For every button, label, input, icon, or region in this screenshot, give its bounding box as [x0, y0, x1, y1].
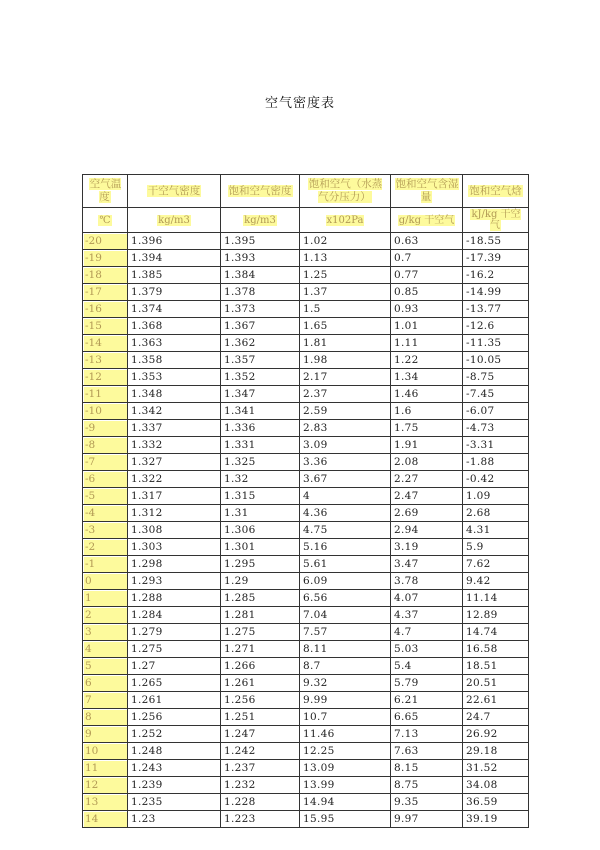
value-cell: 1.357 [221, 352, 300, 369]
value-cell: 4.31 [463, 522, 529, 539]
value-cell: 3.47 [391, 556, 463, 573]
value-cell: 12.89 [463, 607, 529, 624]
value-cell: 1.298 [128, 556, 221, 573]
temperature-cell: 8 [83, 709, 128, 726]
value-cell: 4.36 [300, 505, 391, 522]
value-cell: 1.25 [300, 267, 391, 284]
table-row [83, 488, 529, 505]
value-cell: 1.261 [221, 675, 300, 692]
table-row [83, 352, 529, 369]
value-cell: 1.46 [391, 386, 463, 403]
table-row [83, 726, 529, 743]
temperature-cell: -10 [83, 403, 128, 420]
value-cell: 11.14 [463, 590, 529, 607]
table-row [83, 522, 529, 539]
value-cell: 1.279 [128, 624, 221, 641]
value-cell: -10.05 [463, 352, 529, 369]
temperature-cell: 10 [83, 743, 128, 760]
value-cell: 1.247 [221, 726, 300, 743]
value-cell: 2.27 [391, 471, 463, 488]
temperature-cell: 4 [83, 641, 128, 658]
table-row [83, 403, 529, 420]
value-cell: 5.16 [300, 539, 391, 556]
value-cell: 1.393 [221, 250, 300, 267]
value-cell: 1.65 [300, 318, 391, 335]
value-cell: 1.275 [128, 641, 221, 658]
value-cell: 6.09 [300, 573, 391, 590]
value-cell: 9.35 [391, 794, 463, 811]
value-cell: 1.306 [221, 522, 300, 539]
table-row [83, 284, 529, 301]
value-cell: 6.56 [300, 590, 391, 607]
value-cell: 9.32 [300, 675, 391, 692]
value-cell: 5.4 [391, 658, 463, 675]
value-cell: 24.7 [463, 709, 529, 726]
temperature-cell: -8 [83, 437, 128, 454]
value-cell: 6.65 [391, 709, 463, 726]
value-cell: 1.13 [300, 250, 391, 267]
value-cell: 1.317 [128, 488, 221, 505]
value-cell: 1.336 [221, 420, 300, 437]
value-cell: 4.37 [391, 607, 463, 624]
value-cell: 3.36 [300, 454, 391, 471]
value-cell: 8.7 [300, 658, 391, 675]
value-cell: -11.35 [463, 335, 529, 352]
table-row [83, 794, 529, 811]
value-cell: 1.378 [221, 284, 300, 301]
value-cell: 4 [300, 488, 391, 505]
value-cell: 16.58 [463, 641, 529, 658]
value-cell: 1.384 [221, 267, 300, 284]
value-cell: 1.332 [128, 437, 221, 454]
value-cell: 14.94 [300, 794, 391, 811]
value-cell: 1.348 [128, 386, 221, 403]
value-cell: 1.23 [128, 811, 221, 828]
value-cell: 29.18 [463, 743, 529, 760]
value-cell: 26.92 [463, 726, 529, 743]
value-cell: 1.379 [128, 284, 221, 301]
value-cell: 0.63 [391, 233, 463, 250]
table-row [83, 590, 529, 607]
value-cell: 1.228 [221, 794, 300, 811]
value-cell: 4.07 [391, 590, 463, 607]
table-row [83, 267, 529, 284]
value-cell: 5.9 [463, 539, 529, 556]
unit-cell: x102Pa [300, 208, 391, 233]
table-row [83, 658, 529, 675]
value-cell: -3.31 [463, 437, 529, 454]
value-cell: -14.99 [463, 284, 529, 301]
temperature-cell: -17 [83, 284, 128, 301]
table-row [83, 335, 529, 352]
value-cell: -0.42 [463, 471, 529, 488]
value-cell: 1.271 [221, 641, 300, 658]
temperature-cell: -3 [83, 522, 128, 539]
value-cell: 1.237 [221, 760, 300, 777]
value-cell: 1.01 [391, 318, 463, 335]
value-cell: 20.51 [463, 675, 529, 692]
temperature-cell: -1 [83, 556, 128, 573]
value-cell: 5.61 [300, 556, 391, 573]
value-cell: 1.251 [221, 709, 300, 726]
air-density-table [82, 174, 529, 828]
temperature-cell: -4 [83, 505, 128, 522]
value-cell: 1.243 [128, 760, 221, 777]
value-cell: 1.315 [221, 488, 300, 505]
value-cell: 1.312 [128, 505, 221, 522]
value-cell: 8.15 [391, 760, 463, 777]
value-cell: 1.34 [391, 369, 463, 386]
table-row [83, 743, 529, 760]
value-cell: 1.368 [128, 318, 221, 335]
value-cell: 1.352 [221, 369, 300, 386]
temperature-cell: 6 [83, 675, 128, 692]
temperature-cell: -14 [83, 335, 128, 352]
value-cell: 1.285 [221, 590, 300, 607]
value-cell: 1.362 [221, 335, 300, 352]
temperature-cell: 2 [83, 607, 128, 624]
table-row [83, 318, 529, 335]
value-cell: 1.266 [221, 658, 300, 675]
value-cell: 1.22 [391, 352, 463, 369]
value-cell: 1.252 [128, 726, 221, 743]
header-cell: 饱和空气（水蒸气分压力） [300, 175, 391, 208]
temperature-cell: 1 [83, 590, 128, 607]
value-cell: 4.75 [300, 522, 391, 539]
temperature-cell: -2 [83, 539, 128, 556]
value-cell: 1.341 [221, 403, 300, 420]
value-cell: 12.25 [300, 743, 391, 760]
value-cell: 1.37 [300, 284, 391, 301]
value-cell: 1.363 [128, 335, 221, 352]
value-cell: 3.67 [300, 471, 391, 488]
value-cell: 1.284 [128, 607, 221, 624]
value-cell: 8.75 [391, 777, 463, 794]
value-cell: 7.63 [391, 743, 463, 760]
value-cell: 6.21 [391, 692, 463, 709]
value-cell: 15.95 [300, 811, 391, 828]
value-cell: 1.288 [128, 590, 221, 607]
value-cell: 3.78 [391, 573, 463, 590]
value-cell: 1.242 [221, 743, 300, 760]
value-cell: 1.29 [221, 573, 300, 590]
temperature-cell: -12 [83, 369, 128, 386]
value-cell: 39.19 [463, 811, 529, 828]
unit-cell: kg/m3 [221, 208, 300, 233]
value-cell: 1.275 [221, 624, 300, 641]
unit-cell: kJ/kg 干空气 [463, 208, 529, 233]
value-cell: 1.27 [128, 658, 221, 675]
value-cell: 13.99 [300, 777, 391, 794]
value-cell: 1.353 [128, 369, 221, 386]
value-cell: 1.281 [221, 607, 300, 624]
value-cell: 1.395 [221, 233, 300, 250]
value-cell: 1.325 [221, 454, 300, 471]
table-row [83, 675, 529, 692]
value-cell: -12.6 [463, 318, 529, 335]
value-cell: 1.02 [300, 233, 391, 250]
value-cell: 7.57 [300, 624, 391, 641]
value-cell: 2.17 [300, 369, 391, 386]
table-row [83, 624, 529, 641]
table-row [83, 233, 529, 250]
value-cell: -18.55 [463, 233, 529, 250]
value-cell: -8.75 [463, 369, 529, 386]
value-cell: -4.73 [463, 420, 529, 437]
temperature-cell: 3 [83, 624, 128, 641]
value-cell: 2.68 [463, 505, 529, 522]
value-cell: 34.08 [463, 777, 529, 794]
value-cell: 1.327 [128, 454, 221, 471]
table-row [83, 777, 529, 794]
table-row [83, 607, 529, 624]
value-cell: 1.256 [221, 692, 300, 709]
temperature-cell: -5 [83, 488, 128, 505]
value-cell: 1.322 [128, 471, 221, 488]
value-cell: 9.97 [391, 811, 463, 828]
value-cell: 1.394 [128, 250, 221, 267]
temperature-cell: 13 [83, 794, 128, 811]
value-cell: 1.374 [128, 301, 221, 318]
value-cell: 1.6 [391, 403, 463, 420]
value-cell: 2.94 [391, 522, 463, 539]
value-cell: 1.239 [128, 777, 221, 794]
table-row [83, 369, 529, 386]
header-cell: 饱和空气含湿量 [391, 175, 463, 208]
value-cell: 1.32 [221, 471, 300, 488]
value-cell: 1.09 [463, 488, 529, 505]
value-cell: 7.04 [300, 607, 391, 624]
value-cell: 7.13 [391, 726, 463, 743]
table-row [83, 760, 529, 777]
temperature-cell: -15 [83, 318, 128, 335]
table-row [83, 573, 529, 590]
value-cell: 1.347 [221, 386, 300, 403]
value-cell: 1.5 [300, 301, 391, 318]
value-cell: 1.295 [221, 556, 300, 573]
value-cell: 9.42 [463, 573, 529, 590]
value-cell: 5.79 [391, 675, 463, 692]
table-row [83, 505, 529, 522]
temperature-cell: -6 [83, 471, 128, 488]
value-cell: 0.77 [391, 267, 463, 284]
table-row [83, 386, 529, 403]
table-row [83, 250, 529, 267]
value-cell: 0.93 [391, 301, 463, 318]
temperature-cell: -9 [83, 420, 128, 437]
table-row [83, 556, 529, 573]
temperature-cell: 5 [83, 658, 128, 675]
value-cell: 31.52 [463, 760, 529, 777]
value-cell: 0.85 [391, 284, 463, 301]
value-cell: 1.265 [128, 675, 221, 692]
temperature-cell: 9 [83, 726, 128, 743]
unit-cell: kg/m3 [128, 208, 221, 233]
value-cell: 1.308 [128, 522, 221, 539]
value-cell: 18.51 [463, 658, 529, 675]
value-cell: 13.09 [300, 760, 391, 777]
value-cell: 8.11 [300, 641, 391, 658]
value-cell: 1.373 [221, 301, 300, 318]
table-row [83, 641, 529, 658]
temperature-cell: 0 [83, 573, 128, 590]
temperature-cell: 11 [83, 760, 128, 777]
value-cell: 1.337 [128, 420, 221, 437]
value-cell: 2.37 [300, 386, 391, 403]
table-row [83, 692, 529, 709]
value-cell: 11.46 [300, 726, 391, 743]
value-cell: 7.62 [463, 556, 529, 573]
value-cell: 1.293 [128, 573, 221, 590]
value-cell: 1.81 [300, 335, 391, 352]
header-cell: 干空气密度 [128, 175, 221, 208]
table-row [83, 811, 529, 828]
value-cell: 1.367 [221, 318, 300, 335]
value-cell: -16.2 [463, 267, 529, 284]
value-cell: 2.08 [391, 454, 463, 471]
header-cell: 空气温度 [83, 175, 128, 208]
value-cell: 10.7 [300, 709, 391, 726]
value-cell: 3.19 [391, 539, 463, 556]
page-title: 空气密度表 [264, 96, 335, 111]
value-cell: 1.342 [128, 403, 221, 420]
value-cell: 1.235 [128, 794, 221, 811]
value-cell: 1.31 [221, 505, 300, 522]
value-cell: 36.59 [463, 794, 529, 811]
header-cell: 饱和空气焓 [463, 175, 529, 208]
value-cell: 1.98 [300, 352, 391, 369]
table-row [83, 301, 529, 318]
value-cell: 1.396 [128, 233, 221, 250]
value-cell: -7.45 [463, 386, 529, 403]
value-cell: -6.07 [463, 403, 529, 420]
table-row [83, 420, 529, 437]
value-cell: -17.39 [463, 250, 529, 267]
value-cell: -1.88 [463, 454, 529, 471]
temperature-cell: -13 [83, 352, 128, 369]
table-row [83, 539, 529, 556]
unit-cell: g/kg 干空气 [391, 208, 463, 233]
value-cell: 9.99 [300, 692, 391, 709]
value-cell: 0.7 [391, 250, 463, 267]
value-cell: 4.7 [391, 624, 463, 641]
value-cell: 3.09 [300, 437, 391, 454]
value-cell: 2.47 [391, 488, 463, 505]
value-cell: 2.59 [300, 403, 391, 420]
temperature-cell: -18 [83, 267, 128, 284]
value-cell: 1.11 [391, 335, 463, 352]
value-cell: -13.77 [463, 301, 529, 318]
value-cell: 1.91 [391, 437, 463, 454]
value-cell: 1.358 [128, 352, 221, 369]
temperature-cell: 7 [83, 692, 128, 709]
value-cell: 1.248 [128, 743, 221, 760]
unit-cell: ℃ [83, 208, 128, 233]
value-cell: 1.385 [128, 267, 221, 284]
value-cell: 2.69 [391, 505, 463, 522]
temperature-cell: -11 [83, 386, 128, 403]
value-cell: 1.232 [221, 777, 300, 794]
header-row [83, 175, 529, 208]
value-cell: 1.303 [128, 539, 221, 556]
value-cell: 22.61 [463, 692, 529, 709]
temperature-cell: -16 [83, 301, 128, 318]
units-row [83, 208, 529, 233]
temperature-cell: 12 [83, 777, 128, 794]
value-cell: 2.83 [300, 420, 391, 437]
value-cell: 1.256 [128, 709, 221, 726]
table-row [83, 437, 529, 454]
temperature-cell: -19 [83, 250, 128, 267]
temperature-cell: -20 [83, 233, 128, 250]
value-cell: 14.74 [463, 624, 529, 641]
value-cell: 1.223 [221, 811, 300, 828]
table-row [83, 454, 529, 471]
value-cell: 1.331 [221, 437, 300, 454]
value-cell: 5.03 [391, 641, 463, 658]
temperature-cell: -7 [83, 454, 128, 471]
table-row [83, 709, 529, 726]
temperature-cell: 14 [83, 811, 128, 828]
value-cell: 1.301 [221, 539, 300, 556]
table-row [83, 471, 529, 488]
value-cell: 1.261 [128, 692, 221, 709]
value-cell: 1.75 [391, 420, 463, 437]
header-cell: 饱和空气密度 [221, 175, 300, 208]
